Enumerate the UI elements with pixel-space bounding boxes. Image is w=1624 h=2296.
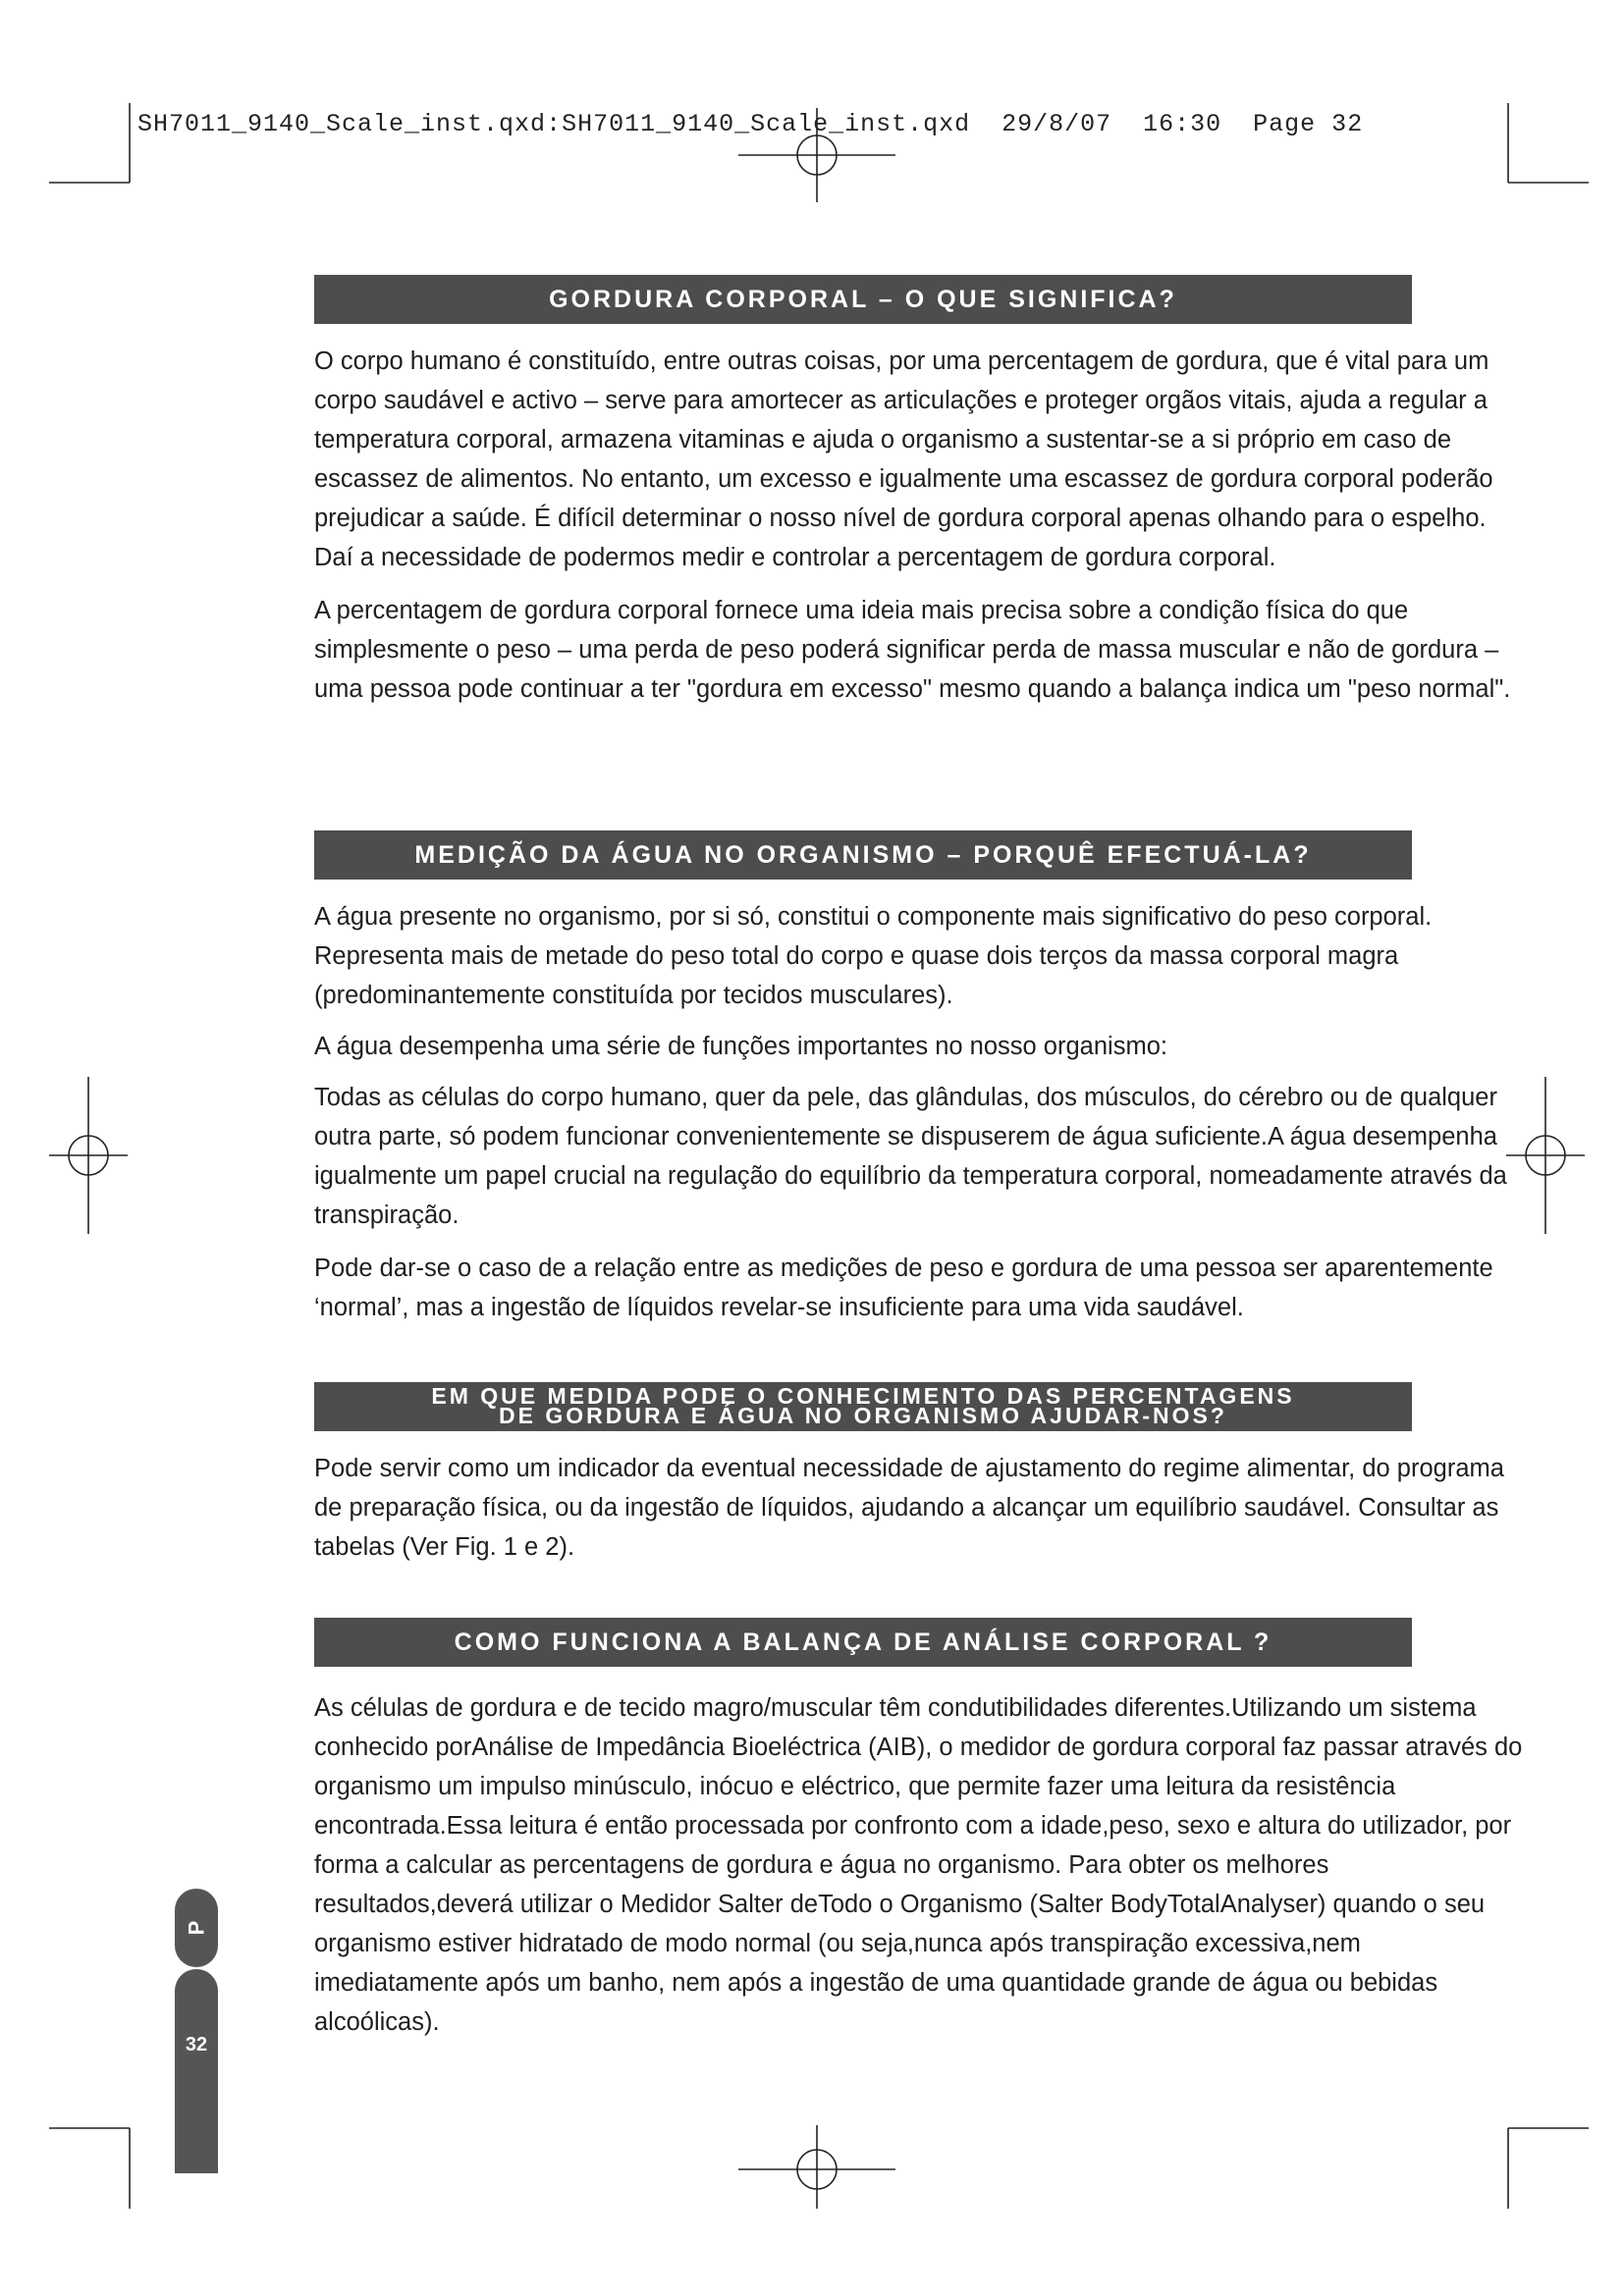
section-heading: GORDURA CORPORAL – O QUE SIGNIFICA? xyxy=(314,275,1412,324)
paragraph: A água presente no organismo, por si só, constitui o componente mais significativo do peso corporal. Representa mais de metade do peso total do corpo e quase dois terços da massa corporal magra (predominantemente constituída por tecidos musculares). xyxy=(314,903,1433,1009)
paragraph: As células de gordura e de tecido magro/muscular têm condutibilidades diferentes.Utilizando um sistema conhecido porAnálise de Impedância Bioeléctrica (AIB), o medidor de gordura corporal faz passar através do organismo um impulso minúsculo, inócuo e eléctrico, que permite fazer uma leitura da resistência encontrada.Essa leitura é então processada por confronto com a idade,peso, sexo e altura do utilizador, por forma a calcular as percentagens de gordura e água no organismo. Para obter os melhores resultados,deverá utilizar o Medidor Salter deTodo o Organismo (Salter BodyTotalAnalyser) quando o seu organismo estiver hidratado de modo normal (ou seja,nunca após transpiração excessiva,nem imediatamente após um banho, nem após a ingestão de uma quantidade grande de água ou bebidas alcoólicas). xyxy=(314,1694,1523,2036)
page-number: 32 xyxy=(185,2034,208,2056)
paragraph: Pode servir como um indicador da eventual necessidade de ajustamento do regime alimentar, do programa de preparação física, ou da ingestão de líquidos, ajudando a alcançar um equilíbrio saudável. Consultar as tabelas (Ver Fig. 1 e 2). xyxy=(314,1455,1504,1561)
section-heading-line: DE GORDURA E ÁGUA NO ORGANISMO AJUDAR-NOS? xyxy=(499,1403,1227,1428)
paragraph: Todas as células do corpo humano, quer da pele, das glândulas, dos músculos, do cérebro ou de qualquer outra parte, só podem funcionar convenientemente se dispuserem de água suficiente.A água desempenha igualmente um papel crucial na regulação do equilíbrio da temperatura corporal, nomeadamente através da transpiração. xyxy=(314,1084,1507,1229)
section-heading xyxy=(314,1382,1412,1431)
section-heading-line: EM QUE MEDIDA PODE O CONHECIMENTO DAS PERCENTAGENS xyxy=(431,1383,1295,1409)
language-tab-letter: P xyxy=(184,1920,208,1936)
section-heading: MEDIÇÃO DA ÁGUA NO ORGANISMO – PORQUÊ EFECTUÁ-LA? xyxy=(314,830,1412,880)
section-body-water xyxy=(314,830,1532,1327)
page-number-tab xyxy=(175,1993,218,2173)
paragraph: O corpo humano é constituído, entre outras coisas, por uma percentagem de gordura, que é vital para um corpo saudável e activo – serve para amortecer as articulações e proteger orgãos vitais, ajuda a regular a temperatura corporal, armazena vitaminas e ajuda o organismo a sustentar-se a si próprio em caso de escassez de alimentos. No entanto, um excesso e igualmente uma escassez de gordura corporal poderão prejudicar a saúde. É difícil determinar o nosso nível de gordura corporal apenas olhando para o espelho. Daí a necessidade de podermos medir e controlar a percentagem de gordura corporal. xyxy=(314,347,1493,571)
section-heading: COMO FUNCIONA A BALANÇA DE ANÁLISE CORPORAL ? xyxy=(314,1618,1412,1667)
section-knowledge-help xyxy=(314,1382,1532,1567)
section-how-it-works xyxy=(314,1618,1532,2042)
paragraph: A água desempenha uma série de funções importantes no nosso organismo: xyxy=(314,1033,1167,1060)
section-body-fat xyxy=(314,275,1532,709)
slug-line: SH7011_9140_Scale_inst.qxd:SH7011_9140_Scale_inst.qxd 29/8/07 16:30 Page 32 xyxy=(137,110,1364,138)
language-tab xyxy=(175,1889,218,1967)
paragraph: A percentagem de gordura corporal fornece uma ideia mais precisa sobre a condição física do que simplesmente o peso – uma perda de peso poderá significar perda de massa muscular e não de gordura – uma pessoa pode continuar a ter "gordura em excesso" mesmo quando a balança indica um "peso normal". xyxy=(314,597,1511,703)
paragraph: Pode dar-se o caso de a relação entre as medições de peso e gordura de uma pessoa ser aparentemente ‘normal’, mas a ingestão de líquidos revelar-se insuficiente para uma vida saudável. xyxy=(314,1255,1493,1321)
